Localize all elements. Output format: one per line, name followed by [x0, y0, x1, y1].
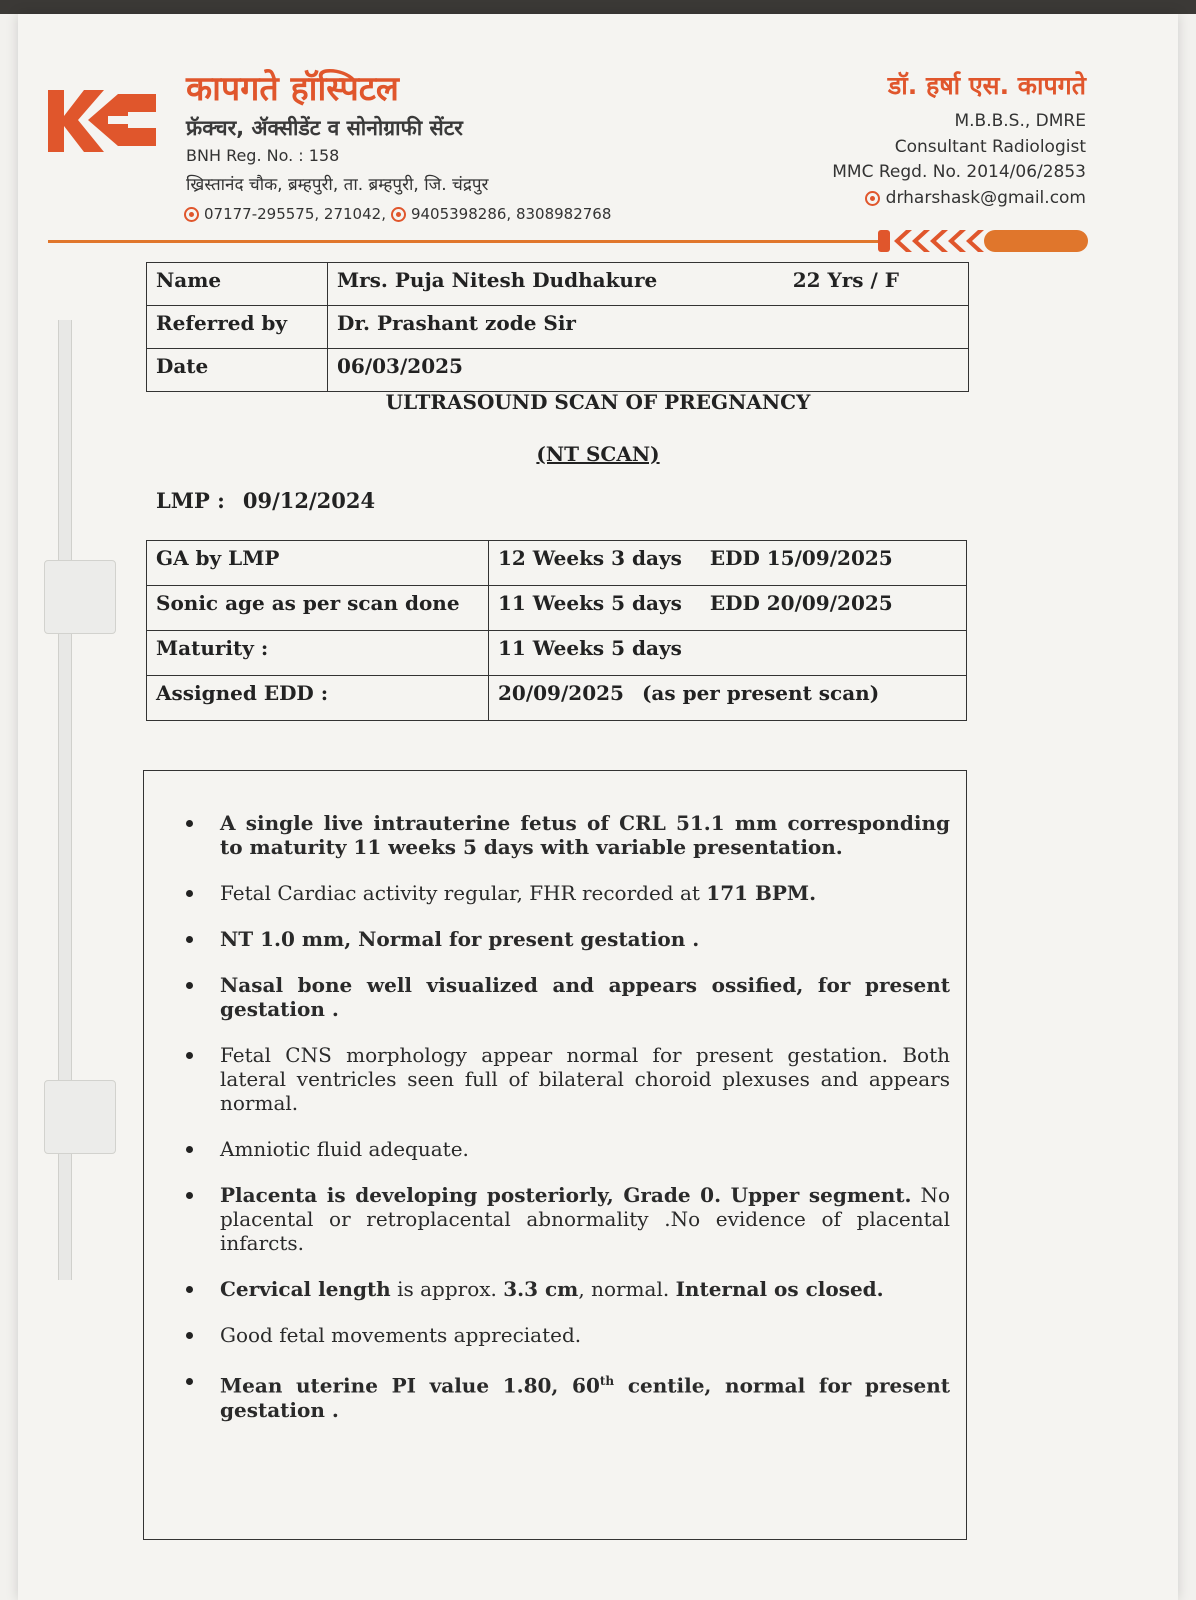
- pi-text: Mean uterine PI value 1.80, 60: [220, 1373, 600, 1398]
- maturity-value: 11 Weeks 5 days: [489, 631, 967, 676]
- doctor-email-line: [865, 188, 1086, 208]
- table-row: [147, 263, 969, 306]
- name-label: Name: [147, 263, 328, 306]
- table-row: [147, 631, 967, 676]
- patient-name: Mrs. Puja Nitesh Dudhakure: [337, 268, 658, 292]
- doctor-qualification: M.B.B.S., DMRE: [954, 111, 1086, 131]
- finding-uterine-pi: [180, 1369, 950, 1422]
- findings-box: [143, 770, 967, 1540]
- doctor-reg-no: MMC Regd. No. 2014/06/2853: [832, 162, 1086, 182]
- ga-value: 12 Weeks 3 days: [498, 546, 682, 570]
- doctor-email: drharshask@gmail.com: [885, 188, 1086, 208]
- referred-by: Dr. Prashant zode Sir: [328, 306, 969, 349]
- referred-label: Referred by: [147, 306, 328, 349]
- hospital-name: कापगते हॉस्पिटल: [186, 69, 399, 109]
- ga-label: GA by LMP: [147, 541, 489, 586]
- patient-info-table: [146, 262, 969, 392]
- placenta-bold: Placenta is developing posteriorly, Grade 0. Upper segment.: [220, 1183, 912, 1207]
- table-row: [147, 349, 969, 392]
- sonic-age-label: Sonic age as per scan done: [147, 586, 489, 631]
- finding-crl: A single live intrauterine fetus of CRL 51.1 mm corresponding to maturity 11 weeks 5 days with variable presentation.: [180, 811, 950, 859]
- phone-landline: 07177-295575, 271042,: [204, 205, 386, 223]
- table-row: [147, 586, 967, 631]
- assigned-edd-label: Assigned EDD :: [147, 676, 489, 721]
- cervical-value: 3.3 cm: [503, 1277, 579, 1301]
- pi-text-end: centile, normal for present gestation .: [220, 1373, 950, 1422]
- fhr-text: Fetal Cardiac activity regular, FHR recorded at: [220, 881, 700, 905]
- pi-sup: th: [599, 1374, 615, 1388]
- placenta-text: No placental or retroplacental abnormality .No evidence of placental infarcts.: [220, 1183, 950, 1255]
- cervical-normal: , normal.: [578, 1277, 670, 1301]
- cervical-label: Cervical length: [220, 1277, 391, 1301]
- lmp-value: 09/12/2024: [242, 488, 376, 513]
- hospital-address: ख्रिस्तानंद चौक, ब्रम्हपुरी, ता. ब्रम्हपुरी, जि. चंद्रपुर: [186, 175, 489, 195]
- assigned-edd-note: (as per present scan): [641, 681, 880, 705]
- findings-list: [180, 811, 950, 1444]
- finding-cns: Fetal CNS morphology appear normal for present gestation. Both lateral ventricles seen full of bilateral choroid plexuses and appears normal.: [180, 1043, 950, 1115]
- hospital-logo-icon: [48, 80, 160, 160]
- email-icon: [865, 191, 880, 206]
- date-label: Date: [147, 349, 328, 392]
- internal-os: Internal os closed.: [675, 1277, 884, 1301]
- background-edge: [0, 0, 1196, 14]
- sonic-age-edd: EDD 20/09/2025: [709, 591, 893, 615]
- maturity-label: Maturity :: [147, 631, 489, 676]
- finding-fetal-movements: Good fetal movements appreciated.: [180, 1323, 950, 1347]
- hospital-subtitle: फ्रॅक्चर, ॲक्सीडेंट व सोनोग्राफी सेंटर: [186, 116, 463, 140]
- phone-mobile: 9405398286, 8308982768: [410, 205, 612, 223]
- binder-clip: [44, 1080, 116, 1154]
- hospital-phones: [184, 205, 611, 223]
- sonic-age-value: 11 Weeks 5 days: [498, 591, 682, 615]
- finding-placenta: [180, 1183, 950, 1255]
- header-divider: [48, 240, 888, 243]
- patient-name-cell: [328, 263, 969, 306]
- binder-clip: [44, 560, 116, 634]
- fhr-value: 171 BPM.: [706, 881, 817, 905]
- ga-cell: [489, 541, 967, 586]
- table-row: [147, 541, 967, 586]
- doctor-role: Consultant Radiologist: [894, 137, 1086, 157]
- ga-edd: EDD 15/09/2025: [709, 546, 893, 570]
- finding-nasal-bone: Nasal bone well visualized and appears ossified, for present gestation .: [180, 973, 950, 1021]
- assigned-edd-cell: [489, 676, 967, 721]
- cervical-text: is approx.: [397, 1277, 497, 1301]
- phone-icon: [184, 207, 199, 222]
- whatsapp-icon: [391, 207, 406, 222]
- table-row: [147, 676, 967, 721]
- finding-cervical-length: [180, 1277, 950, 1301]
- assigned-edd-value: 20/09/2025: [498, 681, 624, 705]
- doctor-name: डॉ. हर्षा एस. कापगते: [887, 71, 1086, 100]
- patient-age-sex: 22 Yrs / F: [792, 268, 899, 292]
- hospital-reg-no: BNH Reg. No. : 158: [186, 146, 340, 165]
- lmp-line: [156, 488, 375, 513]
- report-date: 06/03/2025: [328, 349, 969, 392]
- report-subtitle: (NT SCAN): [536, 442, 660, 466]
- sonic-age-cell: [489, 586, 967, 631]
- finding-fhr: [180, 881, 950, 905]
- finding-amniotic-fluid: Amniotic fluid adequate.: [180, 1137, 950, 1161]
- gestational-age-table: [146, 540, 967, 721]
- header-arrows-icon: [878, 228, 1090, 254]
- report-title: ULTRASOUND SCAN OF PREGNANCY: [385, 390, 811, 414]
- finding-nt: NT 1.0 mm, Normal for present gestation .: [180, 927, 950, 951]
- table-row: [147, 306, 969, 349]
- lmp-label: LMP :: [156, 488, 225, 513]
